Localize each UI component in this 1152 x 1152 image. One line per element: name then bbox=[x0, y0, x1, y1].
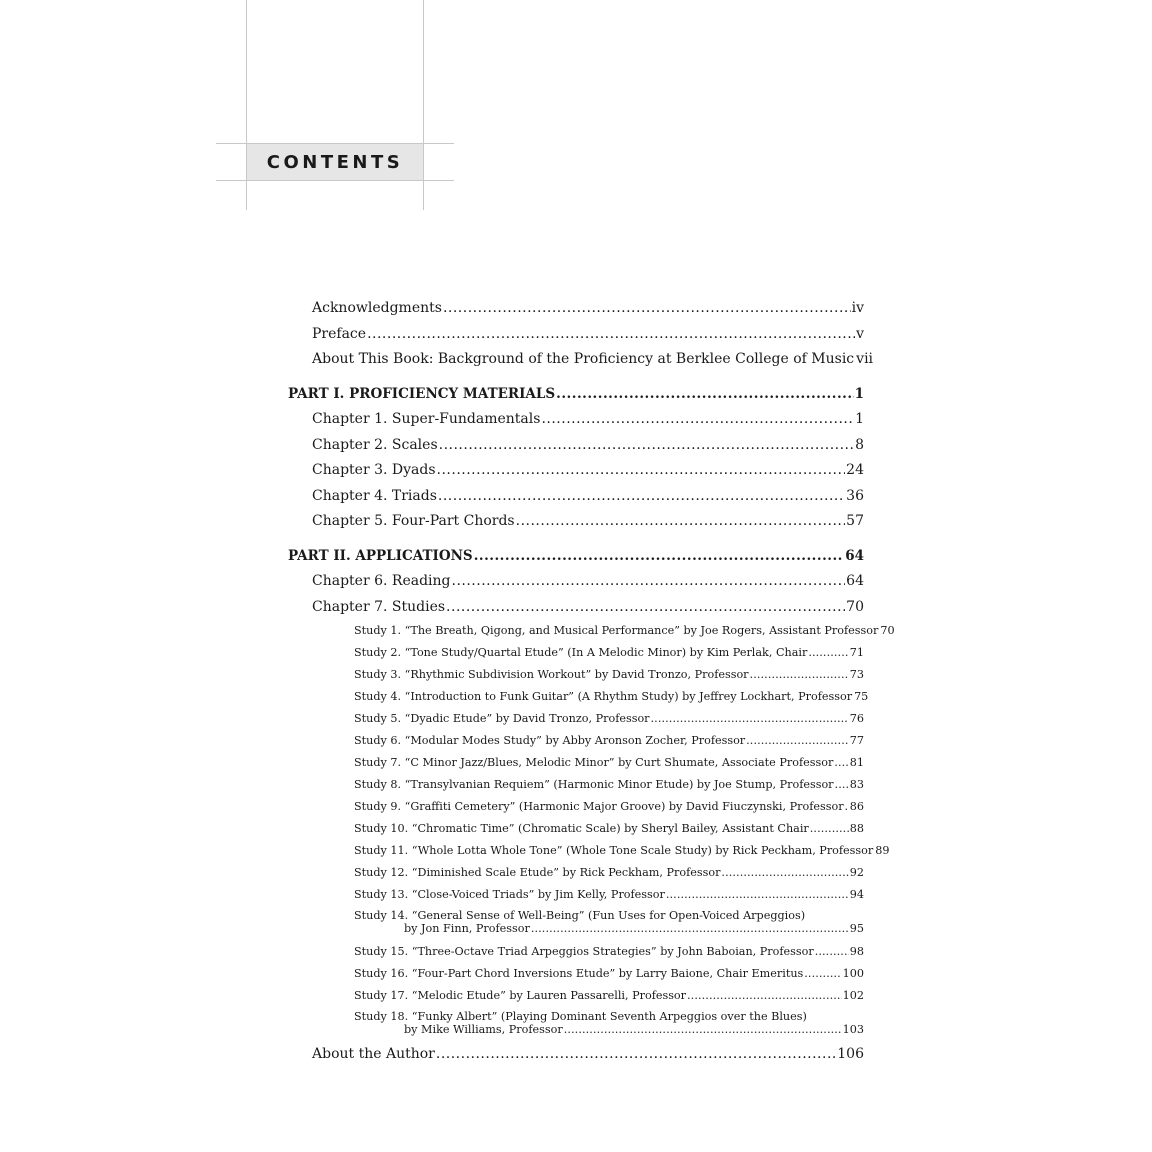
dot-leader bbox=[835, 778, 849, 791]
dot-leader bbox=[834, 756, 848, 769]
toc-study-8[interactable] bbox=[354, 778, 864, 794]
toc-entry-title: Acknowledgments bbox=[312, 300, 442, 316]
dot-leader bbox=[810, 822, 849, 835]
toc-entry-page: 70 bbox=[846, 599, 864, 615]
toc-entry-page: 100 bbox=[842, 967, 864, 980]
toc-entry-page: 76 bbox=[849, 712, 864, 725]
dot-leader bbox=[438, 488, 845, 504]
dot-leader bbox=[721, 866, 848, 879]
toc-entry-page: 57 bbox=[846, 513, 864, 529]
dot-leader bbox=[436, 1046, 836, 1062]
toc-chapter-5[interactable] bbox=[312, 513, 864, 533]
toc-entry-page: 86 bbox=[849, 800, 864, 813]
dot-leader bbox=[746, 734, 849, 747]
toc-entry-page: 94 bbox=[849, 888, 864, 901]
dot-leader bbox=[367, 326, 855, 342]
toc-chapter-3[interactable] bbox=[312, 462, 864, 482]
dot-leader bbox=[443, 300, 851, 316]
toc-entry-page: 102 bbox=[842, 989, 864, 1002]
toc-entry-title: Study 16. “Four-Part Chord Inversions Etude” by Larry Baione, Chair Emeritus bbox=[354, 967, 804, 980]
dot-leader bbox=[541, 411, 854, 427]
toc-study-16[interactable] bbox=[354, 967, 864, 983]
dot-leader bbox=[452, 573, 846, 589]
toc-entry-byline: by Jon Finn, Professor bbox=[404, 922, 530, 935]
toc-part-page: 1 bbox=[854, 386, 864, 402]
toc-part-page: 64 bbox=[845, 548, 864, 564]
toc-entry-page: 1 bbox=[855, 411, 864, 427]
toc-part-1[interactable] bbox=[288, 386, 864, 406]
toc-entry-byline-row bbox=[354, 922, 864, 935]
toc-study-11[interactable] bbox=[354, 844, 890, 860]
dot-leader bbox=[804, 967, 841, 980]
toc-entry-title: Study 17. “Melodic Etude” by Lauren Passarelli, Professor bbox=[354, 989, 687, 1002]
toc-study-4[interactable] bbox=[354, 690, 869, 706]
dot-leader bbox=[437, 462, 846, 478]
dot-leader bbox=[446, 599, 845, 615]
toc-chapter-6[interactable] bbox=[312, 573, 864, 593]
dot-leader bbox=[845, 800, 849, 813]
toc-entry-title: About the Author bbox=[312, 1046, 435, 1062]
toc-entry-page: 83 bbox=[849, 778, 864, 791]
toc-chapter-1[interactable] bbox=[312, 411, 864, 431]
toc-entry-title: Chapter 2. Scales bbox=[312, 437, 438, 453]
toc-study-2[interactable] bbox=[354, 646, 864, 662]
dot-leader bbox=[651, 712, 849, 725]
toc-entry-title: Study 13. “Close-Voiced Triads” by Jim Kelly, Professor bbox=[354, 888, 665, 901]
toc-entry-page: 24 bbox=[846, 462, 864, 478]
toc-study-6[interactable] bbox=[354, 734, 864, 750]
dot-leader bbox=[750, 668, 849, 681]
toc-entry-page: 106 bbox=[837, 1046, 864, 1062]
toc-entry-page: 70 bbox=[880, 624, 895, 637]
toc-study-10[interactable] bbox=[354, 822, 864, 838]
toc-entry-title: Study 3. “Rhythmic Subdivision Workout” by David Tronzo, Professor bbox=[354, 668, 749, 681]
toc-entry-title: Study 5. “Dyadic Etude” by David Tronzo, Professor bbox=[354, 712, 650, 725]
toc-entry-title: Study 14. “General Sense of Well-Being” (Fun Uses for Open-Voiced Arpeggios) bbox=[354, 909, 806, 922]
toc-entry-title: Preface bbox=[312, 326, 367, 342]
toc-entry-title: About This Book: Background of the Proficiency at Berklee College of Music bbox=[312, 351, 855, 367]
toc-study-18[interactable] bbox=[354, 1010, 864, 1036]
toc-entry-title: Study 8. “Transylvanian Requiem” (Harmonic Minor Etude) by Joe Stump, Professor bbox=[354, 778, 834, 791]
toc-entry-page: 95 bbox=[849, 922, 864, 935]
toc-entry-title: Chapter 3. Dyads bbox=[312, 462, 436, 478]
dot-leader bbox=[474, 548, 845, 564]
toc-entry-title: Study 11. “Whole Lotta Whole Tone” (Whole Tone Scale Study) by Rick Peckham, Professor bbox=[354, 844, 874, 857]
toc-study-3[interactable] bbox=[354, 668, 864, 684]
dot-leader bbox=[666, 888, 849, 901]
toc-chapter-7[interactable] bbox=[312, 599, 864, 619]
toc-entry-page: iv bbox=[851, 300, 864, 316]
toc-part-2[interactable] bbox=[288, 548, 864, 568]
dot-leader bbox=[516, 513, 846, 529]
toc-entry-title: Study 10. “Chromatic Time” (Chromatic Scale) by Sheryl Bailey, Assistant Chair bbox=[354, 822, 809, 835]
toc-entry-title: Chapter 6. Reading bbox=[312, 573, 451, 589]
toc-entry-page: v bbox=[856, 326, 864, 342]
toc-study-15[interactable] bbox=[354, 945, 864, 961]
toc-entry-title: Chapter 4. Triads bbox=[312, 488, 437, 504]
toc-part-title: PART II. APPLICATIONS bbox=[288, 548, 473, 564]
contents-title-box bbox=[247, 144, 423, 180]
toc-entry-title: Study 4. “Introduction to Funk Guitar” (A Rhythm Study) by Jeffrey Lockhart, Professor bbox=[354, 690, 853, 703]
toc-entry-title: Study 6. “Modular Modes Study” by Abby Aronson Zocher, Professor bbox=[354, 734, 746, 747]
toc-study-14[interactable] bbox=[354, 909, 864, 935]
toc-entry-title: Chapter 1. Super-Fundamentals bbox=[312, 411, 541, 427]
dot-leader bbox=[564, 1023, 842, 1036]
toc-entry-title: Chapter 5. Four-Part Chords bbox=[312, 513, 515, 529]
toc-study-9[interactable] bbox=[354, 800, 864, 816]
toc-study-13[interactable] bbox=[354, 888, 864, 904]
page-title: CONTENTS bbox=[266, 151, 404, 173]
frame-bottom-rule bbox=[216, 180, 454, 181]
toc-entry-about-the-author[interactable] bbox=[312, 1046, 864, 1066]
toc-entry-page: 71 bbox=[849, 646, 864, 659]
toc-entry-acknowledgments[interactable] bbox=[312, 300, 864, 320]
toc-entry-title: Study 1. “The Breath, Qigong, and Musical Performance” by Joe Rogers, Assistant Professor bbox=[354, 624, 879, 637]
toc-entry-title: Study 2. “Tone Study/Quartal Etude” (In A Melodic Minor) by Kim Perlak, Chair bbox=[354, 646, 808, 659]
toc-entry-page: 88 bbox=[849, 822, 864, 835]
dot-leader bbox=[815, 945, 849, 958]
toc-study-5[interactable] bbox=[354, 712, 864, 728]
toc-study-12[interactable] bbox=[354, 866, 864, 882]
toc-entry-page: 103 bbox=[842, 1023, 864, 1036]
toc-entry-page: 36 bbox=[846, 488, 864, 504]
toc-entry-page: 98 bbox=[849, 945, 864, 958]
toc-entry-page: 89 bbox=[875, 844, 890, 857]
dot-leader bbox=[556, 386, 853, 402]
toc-entry-title: Study 7. “C Minor Jazz/Blues, Melodic Minor” by Curt Shumate, Associate Professor bbox=[354, 756, 834, 769]
toc-study-1[interactable] bbox=[354, 624, 895, 640]
frame-right-rule bbox=[423, 0, 424, 210]
toc-entry-page: 8 bbox=[855, 437, 864, 453]
dot-leader bbox=[687, 989, 842, 1002]
dot-leader bbox=[808, 646, 848, 659]
toc-entry-page: 92 bbox=[849, 866, 864, 879]
toc-entry-page: 73 bbox=[849, 668, 864, 681]
toc-entry-page: 64 bbox=[846, 573, 864, 589]
toc-entry-byline: by Mike Williams, Professor bbox=[404, 1023, 563, 1036]
toc-study-17[interactable] bbox=[354, 989, 864, 1005]
toc-chapter-4[interactable] bbox=[312, 488, 864, 508]
dot-leader bbox=[531, 922, 849, 935]
toc-entry-page: vii bbox=[856, 351, 874, 367]
toc-entry-page: 77 bbox=[849, 734, 864, 747]
toc-entry-title: Chapter 7. Studies bbox=[312, 599, 446, 615]
toc-chapter-2[interactable] bbox=[312, 437, 864, 457]
toc-entry-byline-row bbox=[354, 1023, 864, 1036]
toc-entry-preface[interactable] bbox=[312, 326, 864, 346]
toc-entry-title: Study 15. “Three-Octave Triad Arpeggios Strategies” by John Baboian, Professor bbox=[354, 945, 814, 958]
dot-leader bbox=[439, 437, 854, 453]
toc-entry-page: 81 bbox=[849, 756, 864, 769]
toc-study-7[interactable] bbox=[354, 756, 864, 772]
toc-entry-page: 75 bbox=[854, 690, 869, 703]
toc-part-title: PART I. PROFICIENCY MATERIALS bbox=[288, 386, 556, 402]
toc-entry-title: Study 12. “Diminished Scale Etude” by Rick Peckham, Professor bbox=[354, 866, 721, 879]
toc-entry-title: Study 18. “Funky Albert” (Playing Dominant Seventh Arpeggios over the Blues) bbox=[354, 1010, 807, 1023]
toc-entry-title: Study 9. “Graffiti Cemetery” (Harmonic Major Groove) by David Fiuczynski, Professor bbox=[354, 800, 844, 813]
toc-entry-about-this-book[interactable] bbox=[312, 351, 874, 371]
